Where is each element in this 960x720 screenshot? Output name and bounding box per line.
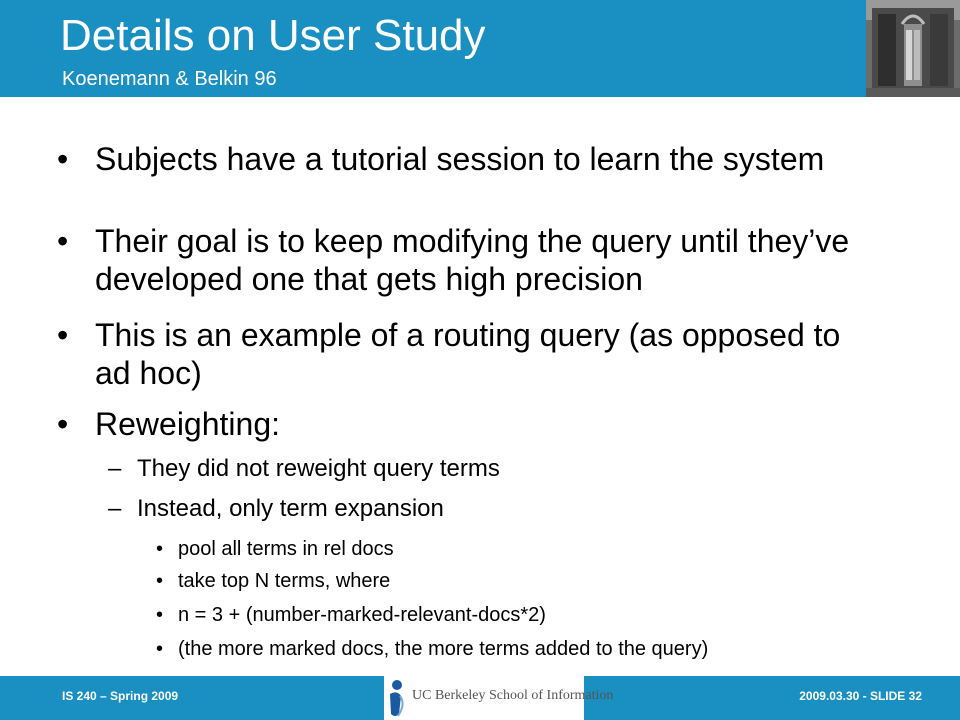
bullet-item bbox=[57, 140, 875, 178]
sub-sub-bullet-text: pool all terms in rel docs bbox=[178, 538, 394, 560]
bullet-marker: • bbox=[57, 141, 69, 177]
bullet-item bbox=[57, 316, 875, 392]
sub-bullet-item bbox=[108, 494, 877, 524]
slide-number: 2009.03.30 - SLIDE 32 bbox=[799, 689, 922, 703]
small-bullet-marker: • bbox=[156, 538, 164, 560]
sub-sub-bullet-item bbox=[156, 536, 918, 562]
small-bullet-marker: • bbox=[156, 604, 164, 626]
sub-bullet-text: Instead, only term expansion bbox=[137, 495, 444, 522]
small-bullet-marker: • bbox=[156, 570, 164, 592]
sub-sub-bullet-item bbox=[156, 602, 918, 628]
bullet-text: Their goal is to keep modifying the query until they’ve developed one that gets high precision bbox=[95, 223, 850, 297]
sub-sub-bullet-item bbox=[156, 636, 918, 662]
dash-marker: – bbox=[108, 495, 122, 522]
bullet-marker: • bbox=[57, 317, 69, 353]
sub-sub-bullet-text: take top N terms, where bbox=[178, 570, 391, 592]
bullet-marker: • bbox=[57, 223, 69, 259]
ischool-logo-icon bbox=[386, 678, 408, 718]
bullet-marker: • bbox=[57, 406, 69, 442]
dash-marker: – bbox=[108, 455, 122, 482]
bullet-text: Subjects have a tutorial session to learn the system bbox=[95, 141, 825, 177]
bullet-text: This is an example of a routing query (as opposed to ad hoc) bbox=[95, 317, 841, 391]
course-label: IS 240 – Spring 2009 bbox=[62, 689, 179, 703]
sub-sub-bullet-text: n = 3 + (number-marked-relevant-docs*2) bbox=[178, 604, 546, 626]
sub-sub-bullet-text: (the more marked docs, the more terms added to the query) bbox=[178, 638, 709, 660]
sub-bullet-text: They did not reweight query terms bbox=[137, 455, 500, 482]
school-logo bbox=[384, 676, 614, 720]
slide-footer bbox=[0, 676, 960, 720]
sub-sub-bullet-item bbox=[156, 568, 918, 594]
logo-text: UC Berkeley School of Information bbox=[412, 688, 614, 703]
slide-subtitle: Koenemann & Belkin 96 bbox=[62, 68, 277, 90]
small-bullet-marker: • bbox=[156, 638, 164, 660]
bullet-text: Reweighting: bbox=[95, 406, 280, 442]
slide-title: Details on User Study bbox=[60, 11, 486, 60]
slide-header bbox=[0, 0, 866, 97]
building-photo-icon bbox=[866, 0, 960, 97]
sub-bullet-item bbox=[108, 454, 877, 484]
bullet-item bbox=[57, 222, 875, 298]
bullet-item bbox=[57, 405, 875, 443]
